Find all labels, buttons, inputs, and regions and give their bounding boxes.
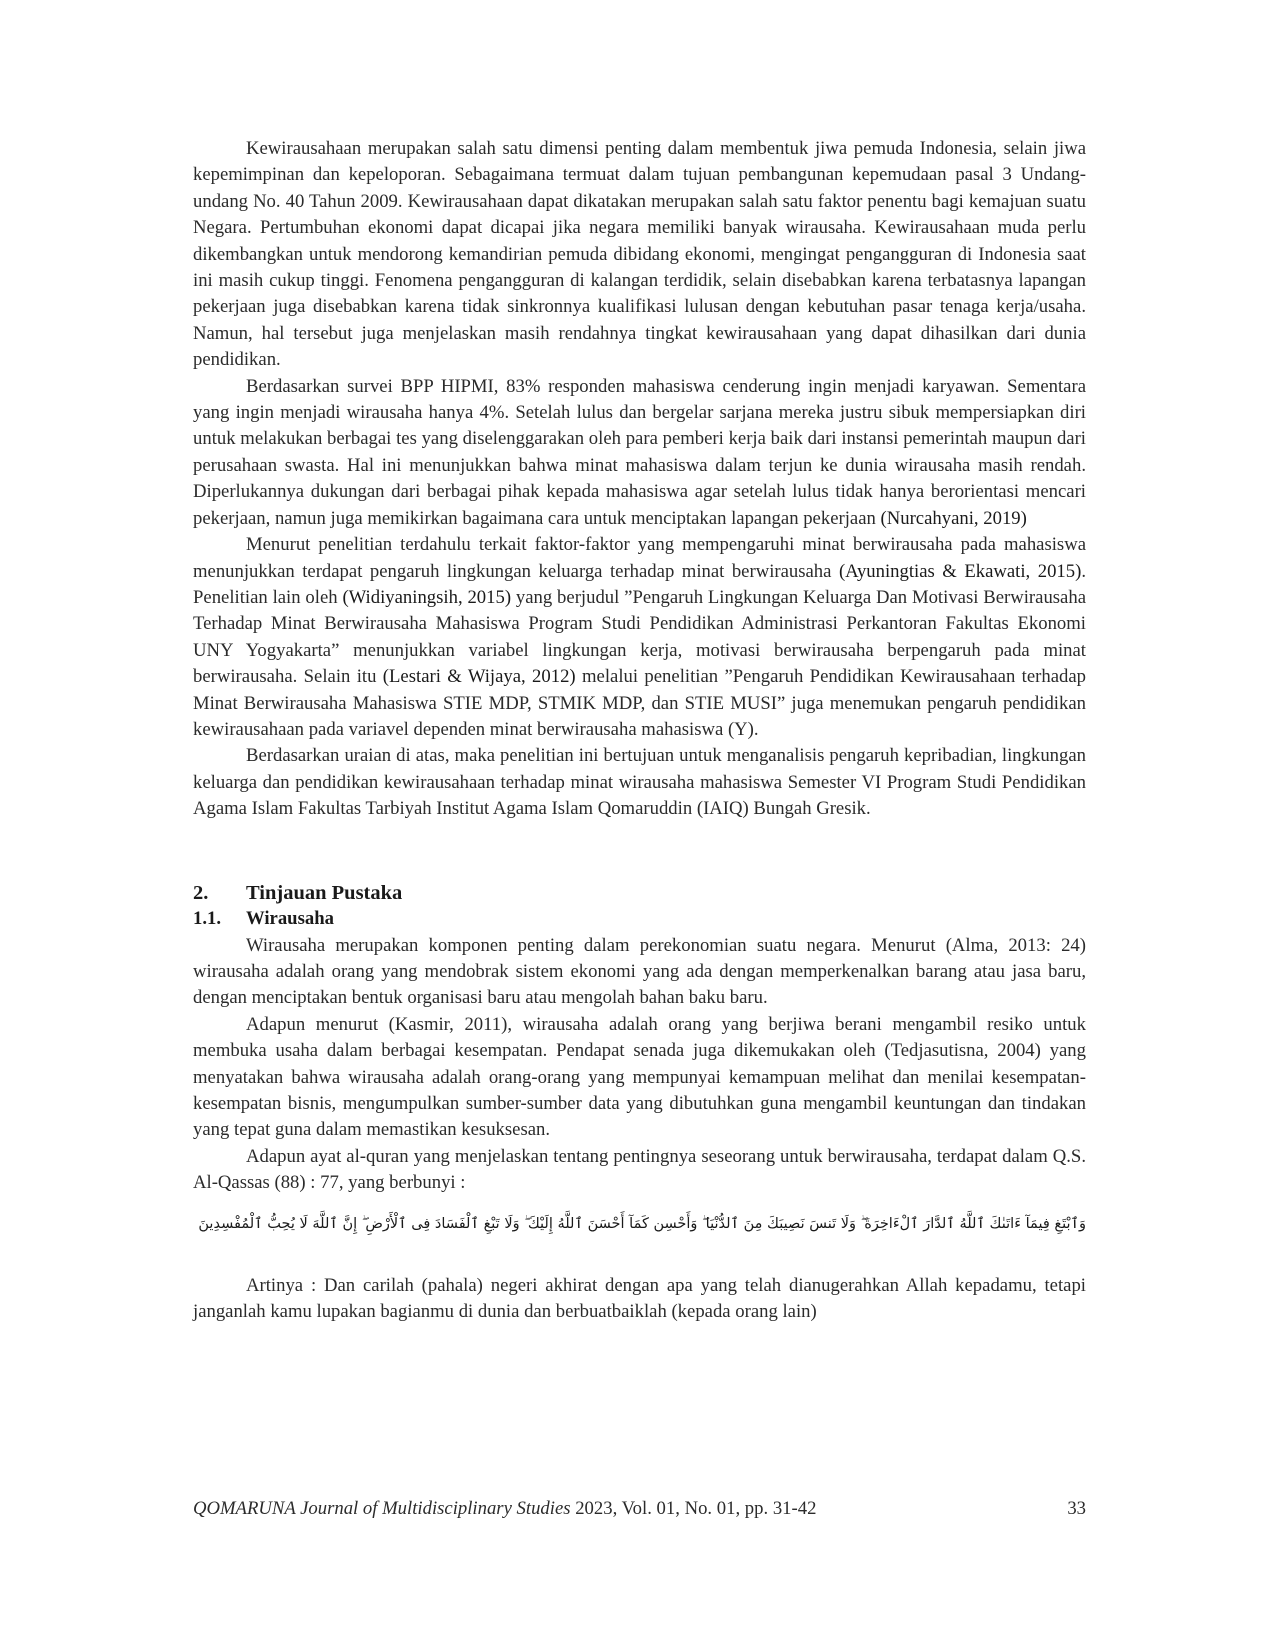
paragraph-intro-2	[193, 374, 1086, 532]
section-number: 2.	[193, 881, 209, 904]
journal-name: QOMARUNA Journal of Multidisciplinary Studies	[193, 1498, 571, 1519]
page-number: 33	[1067, 1498, 1086, 1519]
citation-lestari: (Lestari & Wijaya, 2012)	[382, 666, 576, 688]
section-title: Tinjauan Pustaka	[246, 881, 403, 904]
paragraph-text: melalui penelitian ”Pengaruh Pendidikan Kewirausahaan terhadap Minat Berwirausaha Mahasiswa STIE MDP, STMIK MDP, dan STIE MUSI” juga menemukan pengaruh pendidikan kewirausahaan pada variavel dependen minat berwirausaha mahasiswa (Y).	[193, 666, 1086, 740]
subsection-number: 1.1.	[193, 907, 222, 929]
journal-details: 2023, Vol. 01, No. 01, pp. 31-42	[570, 1498, 817, 1519]
paragraph-text: yang berjudul ”Pengaruh Lingkungan Keluarga Dan Motivasi Berwirausaha Terhadap Minat Berwirausaha Mahasiswa Program Studi Pendidikan Administrasi Perkantoran Fakultas Ekonomi UNY Yogyakarta” menunjukkan variabel lingkungan kerja, motivasi berwirausaha berpengaruh pada minat berwirausaha. Selain itu	[193, 586, 1086, 688]
subsection-heading-wirausaha	[193, 907, 1086, 931]
paragraph-previous-research	[193, 532, 1086, 743]
paragraph-translation: Artinya : Dan carilah (pahala) negeri akhirat dengan apa yang telah dianugerahkan Allah kepadamu, tetapi janganlah kamu lupakan bagianmu di dunia dan berbuatbaiklah (kepada orang lain)	[193, 1274, 1086, 1323]
page-footer	[193, 1498, 1086, 1520]
paragraph-objective: Berdasarkan uraian di atas, maka penelitian ini bertujuan untuk menganalisis pengaruh kepribadian, lingkungan keluarga dan pendidikan kewirausahaan terhadap minat wirausaha mahasiswa Semester VI Program Studi Pendidikan Agama Islam Fakultas Tarbiyah Institut Agama Islam Qomaruddin (IAIQ) Bungah Gresik.	[193, 745, 1086, 820]
citation-widiyaningsih: (Widiyaningsih, 2015)	[342, 586, 512, 608]
paragraph-wirausaha-2: Adapun menurut (Kasmir, 2011), wirausaha adalah orang yang berjiwa berani mengambil resiko untuk membuka usaha dalam berbagai kesempatan. Pendapat senada juga dikemukakan oleh (Tedjasutisna, 2004) yang menyatakan bahwa wirausaha adalah orang-orang yang mempunyai kemampuan melihat dan menilai kesempatan-kesempatan bisnis, mengumpulkan sumber-sumber data yang dibutuhkan guna mengambil keuntungan dan tindakan yang tepat guna dalam memastikan kesuksesan.	[193, 1013, 1086, 1141]
citation-nurcahyani: (Nurcahyani, 2019)	[880, 507, 1027, 529]
citation-ayuningtias: (Ayuningtias & Ekawati, 2015)	[838, 560, 1082, 582]
paragraph-wirausaha-1: Wirausaha merupakan komponen penting dalam perekonomian suatu negara. Menurut (Alma, 2013: 24) wirausaha adalah orang yang mendobrak sistem ekonomi yang ada dengan memperkenalkan barang atau jasa baru, dengan menciptakan bentuk organisasi baru atau mengolah bahan baku baru.	[193, 934, 1086, 1009]
paragraph-text: Berdasarkan survei BPP HIPMI, 83% responden mahasiswa cenderung ingin menjadi karyawan. Sementara yang ingin menjadi wirausaha hanya 4%. Setelah lulus dan bergelar sarjana mereka justru sibuk mempersiapkan diri untuk melakukan berbagai tes yang diselenggarakan oleh para pemberi kerja baik dari instansi pemerintah maupun dari perusahaan swasta. Hal ini menunjukkan bahwa minat mahasiswa dalam terjun ke dunia wirausaha masih rendah. Diperlukannya dukungan dari berbagai pihak kepada mahasiswa agar setelah lulus tidak hanya berorientasi mencari pekerjaan, namun juga memikirkan bagaimana cara untuk menciptakan lapangan pekerjaan	[193, 375, 1086, 529]
body-text	[193, 136, 1086, 1325]
paragraph-wirausaha-3: Adapun ayat al-quran yang menjelaskan tentang pentingnya seseorang untuk berwirausaha, terdapat dalam Q.S. Al-Qassas (88) : 77, yang berbunyi :	[193, 1145, 1086, 1194]
paragraph-text: . Penelitian lain oleh	[193, 560, 1086, 608]
section-heading-literature-review	[193, 879, 1086, 907]
arabic-verse: وَٱبْتَغِ فِيمَآ ءَاتَىٰكَ ٱللَّهُ ٱلدَّارَ ٱلْءَاخِرَةَ ۖ وَلَا تَنسَ نَصِيبَكَ مِنَ ٱلدُّنْيَا ۖ وَأَحْسِن كَمَآ أَحْسَنَ ٱللَّهُ إِلَيْكَ ۖ وَلَا تَبْغِ ٱلْفَسَادَ فِى ٱلْأَرْضِ ۖ إِنَّ ٱللَّهَ لَا يُحِبُّ ٱلْمُفْسِدِينَ	[198, 1215, 1086, 1232]
paragraph-text: Menurut penelitian terdahulu terkait faktor-faktor yang mempengaruhi minat berwirausaha pada mahasiswa menunjukkan terdapat pengaruh lingkungan keluarga terhadap minat berwirausaha	[193, 534, 1086, 582]
subsection-title: Wirausaha	[246, 907, 334, 929]
paragraph-intro-1: Kewirausahaan merupakan salah satu dimensi penting dalam membentuk jiwa pemuda Indonesia, selain jiwa kepemimpinan dan kepeloporan. Sebagaimana termuat dalam tujuan pembangunan kepemudaan pasal 3 Undang-undang No. 40 Tahun 2009. Kewirausahaan dapat dikatakan merupakan salah satu faktor penentu bagi kemajuan suatu Negara. Pertumbuhan ekonomi dapat dicapai jika negara memiliki banyak wirausaha. Kewirausahaan muda perlu dikembangkan untuk mendorong kemandirian pemuda dibidang ekonomi, mengingat pengangguran di Indonesia saat ini masih cukup tinggi. Fenomena pengangguran di kalangan terdidik, selain disebabkan karena terbatasnya lapangan pekerjaan juga disebabkan karena tidak sinkronnya kualifikasi lulusan dengan kebutuhan pasar tenaga kerja/usaha. Namun, hal tersebut juga menjelaskan masih rendahnya tingkat kewirausahaan yang dapat dihasilkan dari dunia pendidikan.	[193, 138, 1086, 371]
